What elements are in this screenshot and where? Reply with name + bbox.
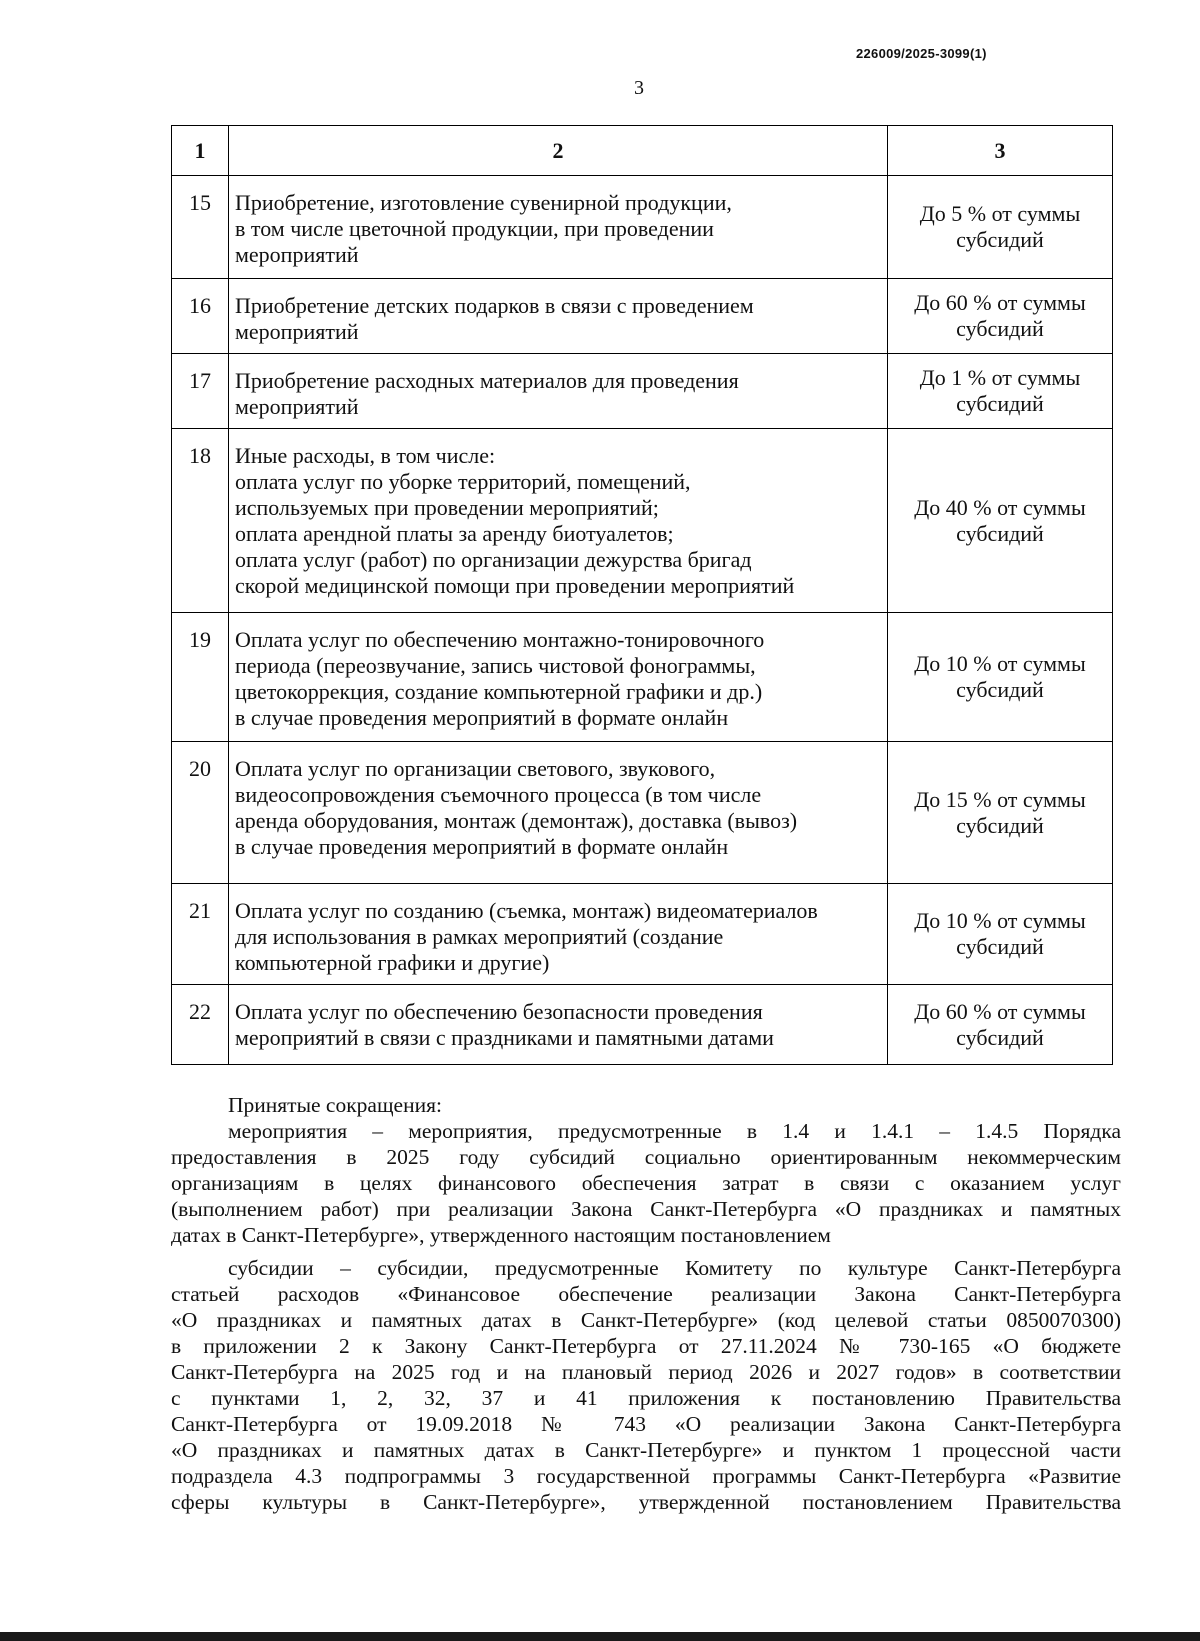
expense-description [229,884,888,985]
expense-share [888,985,1113,1065]
expense-line: Оплата услуг по организации светового, звукового, [235,756,716,781]
paragraph-line: в приложении 2 к Закону Санкт-Петербурга от 27.11.2024 № 730-165 «О бюджете [171,1334,1121,1358]
share-line: субсидий [956,520,1044,546]
expense-line: мероприятий [235,242,359,267]
table-row [172,176,1113,279]
paragraph-line: подраздела 4.3 подпрограммы 3 государственной программы Санкт-Петербурга «Развитие [171,1464,1121,1488]
expense-line: Иные расходы, в том числе: [235,443,496,468]
expense-description [229,429,888,613]
share-line: До 40 % от суммы [914,494,1086,520]
abbreviation-subsidies-paragraph [171,1255,1121,1515]
abbreviations-title: Принятые сокращения: [228,1093,442,1117]
expense-description [229,354,888,429]
expense-share [888,742,1113,884]
expense-line: Оплата услуг по обеспечению безопасности проведения [235,999,763,1024]
table-row [172,985,1113,1065]
share-line: До 10 % от суммы [914,651,1086,676]
share-line: субсидий [956,812,1044,838]
table-row [172,354,1113,429]
share-line: субсидий [956,227,1044,252]
expense-line: в случае проведения мероприятий в формате онлайн [235,834,729,859]
expense-share [888,613,1113,742]
expense-line: используемых при проведении мероприятий; [235,495,659,520]
paragraph-line: датах в Санкт-Петербурге», утвержденного настоящим постановлением [171,1223,831,1247]
share-line: До 15 % от суммы [914,786,1086,812]
table-row [172,613,1113,742]
column-header-expense: 2 [229,126,888,176]
paragraph-line: Санкт-Петербурга от 19.09.2018 № 743 «О реализации Закона Санкт-Петербурга [171,1412,1121,1436]
table-row [172,279,1113,354]
share-line: До 10 % от суммы [914,908,1086,933]
expense-share [888,354,1113,429]
abbreviations-section [171,1092,1121,1515]
row-number: 18 [172,429,229,613]
share-line: До 1 % от суммы [919,365,1081,390]
paragraph-line: сферы культуры в Санкт-Петербурге», утвержденной постановлением Правительства [171,1490,1121,1514]
expense-line: в случае проведения мероприятий в формате онлайн [235,705,729,730]
expense-line: мероприятий в связи с праздниками и памятными датами [235,1025,774,1050]
paragraph-line: предоставления в 2025 году субсидий социально ориентированным некоммерческим [171,1145,1121,1169]
expense-line: в том числе цветочной продукции, при проведении [235,216,714,241]
expense-description [229,176,888,279]
expense-line: компьютерной графики и другие) [235,950,550,975]
share-line: субсидий [956,316,1044,341]
paragraph-line: «О праздниках и памятных датах в Санкт-Петербурге» (код целевой статьи 0850070300) [171,1308,1121,1332]
expense-line: для использования в рамках мероприятий (создание [235,924,724,949]
table-row [172,742,1113,884]
expense-share [888,429,1113,613]
expense-share [888,279,1113,354]
expense-line: периода (переозвучание, запись чистовой фонограммы, [235,653,756,678]
expense-description [229,613,888,742]
expense-line: скорой медицинской помощи при проведении мероприятий [235,573,795,598]
expense-line: мероприятий [235,394,359,419]
expenses-table [171,125,1113,1065]
document-registration-number: 226009/2025-3099(1) [856,46,987,61]
table-header-row [172,126,1113,176]
paragraph-line: организациям в целях финансового обеспечения затрат в связи с оказанием услуг [171,1171,1121,1195]
expense-share [888,176,1113,279]
expense-line: Приобретение, изготовление сувенирной продукции, [235,190,732,215]
share-line: субсидий [956,1024,1044,1050]
share-line: субсидий [956,934,1044,959]
paragraph-line: с пунктами 1, 2, 32, 37 и 41 приложения к постановлению Правительства [171,1386,1121,1410]
column-header-share: 3 [888,126,1113,176]
expense-line: Приобретение расходных материалов для проведения [235,368,739,393]
paragraph-line: мероприятия – мероприятия, предусмотренные в 1.4 и 1.4.1 – 1.4.5 Порядка [228,1119,1121,1143]
share-line: До 5 % от суммы [919,201,1081,226]
paragraph-line: статьей расходов «Финансовое обеспечение реализации Закона Санкт-Петербурга [171,1282,1121,1306]
paragraph-line: (выполнением работ) при реализации Закона Санкт-Петербурга «О праздниках и памятных [171,1197,1121,1221]
expense-line: мероприятий [235,319,359,344]
expense-line: аренда оборудования, монтаж (демонтаж), доставка (вывоз) [235,808,798,833]
expense-line: Оплата услуг по обеспечению монтажно-тонировочного [235,627,765,652]
row-number: 21 [172,884,229,985]
share-line: субсидий [956,677,1044,702]
row-number: 16 [172,279,229,354]
expense-description [229,985,888,1065]
expense-description [229,742,888,884]
row-number: 20 [172,742,229,884]
expense-share [888,884,1113,985]
expense-line: оплата арендной платы за аренду биотуалетов; [235,521,674,546]
expense-line: Приобретение детских подарков в связи с проведением [235,293,754,318]
table-row [172,429,1113,613]
table-row [172,884,1113,985]
share-line: До 60 % от суммы [914,998,1086,1024]
expense-line: Оплата услуг по созданию (съемка, монтаж) видеоматериалов [235,898,818,923]
scan-bottom-edge [0,1632,1200,1641]
row-number: 19 [172,613,229,742]
paragraph-line: Санкт-Петербурга на 2025 год и на плановый период 2026 и 2027 годов» в соответствии [171,1360,1121,1384]
share-line: субсидий [956,391,1044,416]
abbreviation-events-paragraph [171,1118,1121,1248]
expense-description [229,279,888,354]
row-number: 15 [172,176,229,279]
expense-line: цветокоррекция, создание компьютерной графики и др.) [235,679,763,704]
paragraph-line: «О праздниках и памятных датах в Санкт-Петербурге» и пунктом 1 процессной части [171,1438,1121,1462]
expense-line: оплата услуг (работ) по организации дежурства бригад [235,547,752,572]
page-number: 3 [634,77,644,99]
column-header-number: 1 [172,126,229,176]
expense-line: видеосопровождения съемочного процесса (в том числе [235,782,762,807]
row-number: 22 [172,985,229,1065]
expense-line: оплата услуг по уборке территорий, помещений, [235,469,691,494]
paragraph-line: субсидии – субсидии, предусмотренные Комитету по культуре Санкт-Петербурга [228,1256,1121,1280]
row-number: 17 [172,354,229,429]
share-line: До 60 % от суммы [914,290,1086,315]
